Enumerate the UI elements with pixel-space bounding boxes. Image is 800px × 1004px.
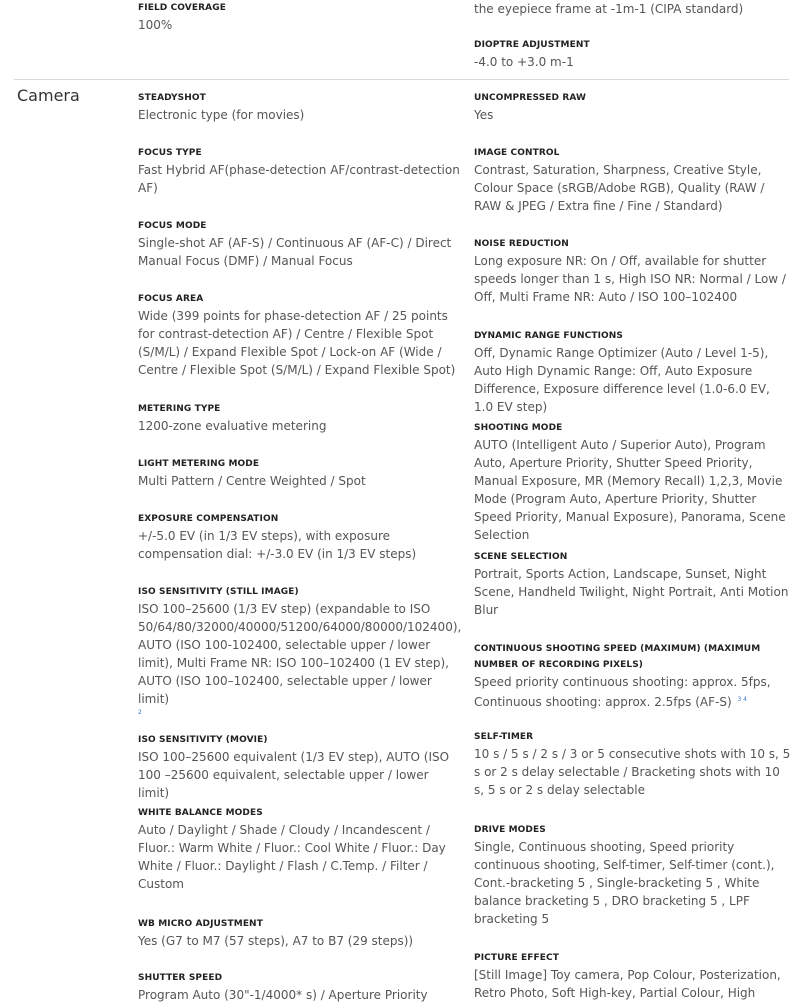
spec-value: Fast Hybrid AF(phase-detection AF/contrast-detection AF) bbox=[138, 163, 460, 195]
spec-label: SCENE SELECTION bbox=[474, 552, 568, 562]
spec-steadyshot bbox=[138, 90, 463, 124]
spec-picture-effect bbox=[474, 950, 792, 1002]
section-divider bbox=[14, 79, 789, 80]
spec-value: Wide (399 points for phase-detection AF / 25 points for contrast-detection AF) / Centre / Flexible Spot (S/M/L) / Expand Flexible Spot / Lock-on AF (Wide / Centre / Flexible Spot (S/M/L) / Expand Flexible Spot) bbox=[138, 309, 456, 377]
spec-focus-area bbox=[138, 291, 463, 379]
spec-label: CONTINUOUS SHOOTING SPEED (MAXIMUM) (MAXIMUM NUMBER OF RECORDING PIXELS) bbox=[474, 644, 761, 670]
spec-label: WHITE BALANCE MODES bbox=[138, 808, 263, 818]
spec-noise-reduction bbox=[474, 236, 792, 306]
spec-value bbox=[138, 600, 463, 718]
spec-drive-modes bbox=[474, 822, 792, 928]
spec-self-timer bbox=[474, 729, 792, 799]
spec-image-control bbox=[474, 145, 792, 215]
spec-metering-type bbox=[138, 401, 463, 435]
spec-label: IMAGE CONTROL bbox=[474, 148, 560, 158]
spec-value: Single-shot AF (AF-S) / Continuous AF (AF-C) / Direct Manual Focus (DMF) / Manual Focus bbox=[138, 236, 452, 268]
spec-value: the eyepiece frame at -1m-1 (CIPA standard) bbox=[474, 2, 744, 16]
spec-value-text: Speed priority continuous shooting: approx. 5fps, Continuous shooting: approx. 2.5fps (AF-S) bbox=[474, 675, 771, 709]
section-title: Camera bbox=[17, 86, 80, 105]
spec-value: Contrast, Saturation, Sharpness, Creative Style, Colour Space (sRGB/Adobe RGB), Quality (RAW / RAW & JPEG / Extra fine / Fine / Standard) bbox=[474, 163, 765, 213]
spec-value: Single, Continuous shooting, Speed priority continuous shooting, Self-timer, Self-timer (cont.), Cont.-bracketing 5 , Single-bracketing 5 , White balance bracketing 5 , DRO bracketing 5 , LPF bracketing 5 bbox=[474, 840, 775, 926]
spec-label: UNCOMPRESSED RAW bbox=[474, 93, 587, 103]
spec-wb-micro-adjustment bbox=[138, 916, 463, 950]
spec-label: DIOPTRE ADJUSTMENT bbox=[474, 40, 590, 50]
spec-focus-type bbox=[138, 145, 463, 197]
spec-value: ISO 100–25600 equivalent (1/3 EV step), AUTO (ISO 100 –25600 equivalent, selectable upper / lower limit) bbox=[138, 750, 450, 800]
spec-value: Electronic type (for movies) bbox=[138, 108, 305, 122]
spec-label: FOCUS MODE bbox=[138, 221, 207, 231]
spec-label: SHUTTER SPEED bbox=[138, 973, 223, 983]
spec-iso-movie bbox=[138, 732, 463, 802]
spec-value-text: ISO 100–25600 (1/3 EV step) (expandable to ISO 50/64/80/32000/40000/51200/64000/80000/102400), AUTO (ISO 100-102400, selectable upper / lower limit), Multi Frame NR: ISO 100–102400 (1 EV step), AUTO (ISO 100–102400, selectable upper / lower limit) bbox=[138, 602, 462, 706]
spec-label: FOCUS TYPE bbox=[138, 148, 202, 158]
spec-value bbox=[474, 673, 792, 711]
spec-focus-mode bbox=[138, 218, 463, 270]
spec-continuous-shooting-speed bbox=[474, 641, 792, 711]
spec-value: 10 s / 5 s / 2 s / 3 or 5 consecutive shots with 10 s, 5 s or 2 s delay selectable / Bracketing shots with 10 s, 5 s or 2 s delay selectable bbox=[474, 747, 791, 797]
spec-label: PICTURE EFFECT bbox=[474, 953, 559, 963]
spec-value: AUTO (Intelligent Auto / Superior Auto), Program Auto, Aperture Priority, Shutter Speed Priority, Manual Exposure, MR (Memory Recall) 1,2,3, Movie Mode (Program Auto, Aperture Priority, Shutter Speed Priority, Manual Exposure), Panorama, Scene Selection bbox=[474, 438, 786, 542]
spec-label: WB MICRO ADJUSTMENT bbox=[138, 919, 263, 929]
spec-label: ISO SENSITIVITY (MOVIE) bbox=[138, 735, 268, 745]
spec-label: LIGHT METERING MODE bbox=[138, 459, 260, 469]
spec-label: DRIVE MODES bbox=[474, 825, 546, 835]
spec-label: METERING TYPE bbox=[138, 404, 221, 414]
spec-value: Auto / Daylight / Shade / Cloudy / Incandescent / Fluor.: Warm White / Fluor.: Cool White / Fluor.: Day White / Fluor.: Daylight / Flash / C.Temp. / Filter / Custom bbox=[138, 823, 446, 891]
spec-shutter-speed bbox=[138, 970, 463, 1004]
spec-value: Yes bbox=[474, 108, 494, 122]
spec-uncompressed-raw bbox=[474, 90, 792, 124]
spec-viewfinder-tail bbox=[474, 0, 792, 18]
spec-label: NOISE REDUCTION bbox=[474, 239, 569, 249]
spec-white-balance-modes bbox=[138, 805, 463, 893]
spec-shooting-mode bbox=[474, 420, 792, 544]
spec-value: Multi Pattern / Centre Weighted / Spot bbox=[138, 474, 366, 488]
spec-label: SELF-TIMER bbox=[474, 732, 534, 742]
spec-value: Program Auto (30"-1/4000* s) / Aperture Priority bbox=[138, 988, 428, 1002]
spec-value: Portrait, Sports Action, Landscape, Sunset, Night Scene, Handheld Twilight, Night Portrait, Anti Motion Blur bbox=[474, 567, 789, 617]
spec-dynamic-range-functions bbox=[474, 328, 792, 416]
spec-value: Off, Dynamic Range Optimizer (Auto / Level 1-5), Auto High Dynamic Range: Off, Auto Exposure Difference, Exposure difference level (1.0-6.0 EV, 1.0 EV step) bbox=[474, 346, 770, 414]
spec-value: 100% bbox=[138, 18, 173, 32]
footnote-link[interactable]: 2 bbox=[138, 709, 142, 716]
previous-section-tail bbox=[0, 0, 800, 80]
spec-iso-still bbox=[138, 584, 463, 718]
spec-light-metering-mode bbox=[138, 456, 463, 490]
spec-value: [Still Image] Toy camera, Pop Colour, Posterization, Retro Photo, Soft High-key, Partial Colour, High bbox=[474, 968, 781, 1000]
spec-label: STEADYSHOT bbox=[138, 93, 206, 103]
spec-value: Long exposure NR: On / Off, available for shutter speeds longer than 1 s, High ISO NR: Normal / Low / Off, Multi Frame NR: Auto / ISO 100–102400 bbox=[474, 254, 786, 304]
spec-label: FOCUS AREA bbox=[138, 294, 204, 304]
spec-dioptre-adjustment bbox=[474, 37, 792, 71]
spec-value: Yes (G7 to M7 (57 steps), A7 to B7 (29 steps)) bbox=[138, 934, 414, 948]
spec-label: ISO SENSITIVITY (STILL IMAGE) bbox=[138, 587, 299, 597]
spec-exposure-compensation bbox=[138, 511, 463, 563]
spec-value: +/-5.0 EV (in 1/3 EV steps), with exposure compensation dial: +/-3.0 EV (in 1/3 EV steps) bbox=[138, 529, 417, 561]
spec-label: FIELD COVERAGE bbox=[138, 3, 226, 13]
spec-label: EXPOSURE COMPENSATION bbox=[138, 514, 279, 524]
spec-value: -4.0 to +3.0 m-1 bbox=[474, 55, 574, 69]
spec-scene-selection bbox=[474, 549, 792, 619]
spec-field-coverage bbox=[138, 0, 463, 34]
footnote-link[interactable]: 3 4 bbox=[737, 696, 747, 703]
spec-label: SHOOTING MODE bbox=[474, 423, 563, 433]
spec-value: 1200-zone evaluative metering bbox=[138, 419, 327, 433]
spec-label: DYNAMIC RANGE FUNCTIONS bbox=[474, 331, 624, 341]
